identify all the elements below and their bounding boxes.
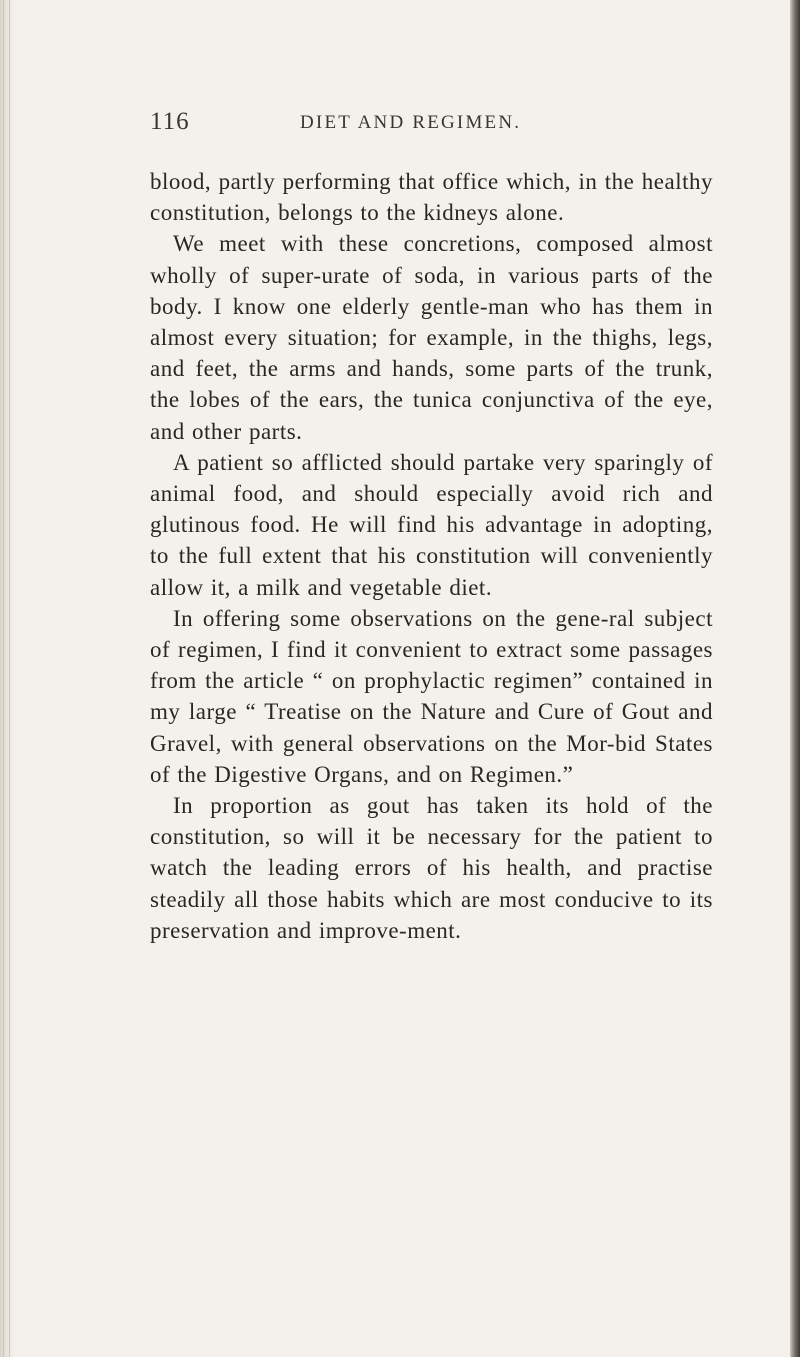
binding-line xyxy=(3,0,4,1357)
paragraph: A patient so afflicted should partake very sparingly of animal food, and should especially avoid rich and glutinous food. He will find his advantage in adopting, to the full extent that his constitution will conveniently allow it, a milk and vegetable diet. xyxy=(150,449,713,600)
page-edge-shadow xyxy=(790,0,800,1357)
paragraph: blood, partly performing that office which, in the healthy constitution, belongs to the kidneys alone. xyxy=(150,169,713,226)
page-number: 116 xyxy=(150,108,190,135)
running-title: DIET AND REGIMEN. xyxy=(300,112,522,133)
paragraph: We meet with these concretions, composed almost wholly of super-urate of soda, in various parts of the body. I know one elderly gentle-man who has them in almost every situation; for example, in the thighs, legs, and feet, the arms and hands, some parts of the trunk, the lobes of the ears, the tunica conjunctiva of the eye, and other parts. xyxy=(150,231,713,444)
running-head xyxy=(150,108,710,148)
body-text xyxy=(150,166,713,946)
paragraph: In offering some observations on the gene-ral subject of regimen, I find it convenient to extract some passages from the article “ on prophylactic regimen” contained in my large “ Treatise on the Nature and Cure of Gout and Gravel, with general observations on the Mor-bid States of the Digestive Organs, and on Regimen.” xyxy=(150,605,713,787)
paragraph: In proportion as gout has taken its hold of the constitution, so will it be necessary for the patient to watch the leading errors of his health, and practise steadily all those habits which are most conducive to its preservation and improve-ment. xyxy=(150,793,713,943)
binding-line xyxy=(9,0,10,1357)
